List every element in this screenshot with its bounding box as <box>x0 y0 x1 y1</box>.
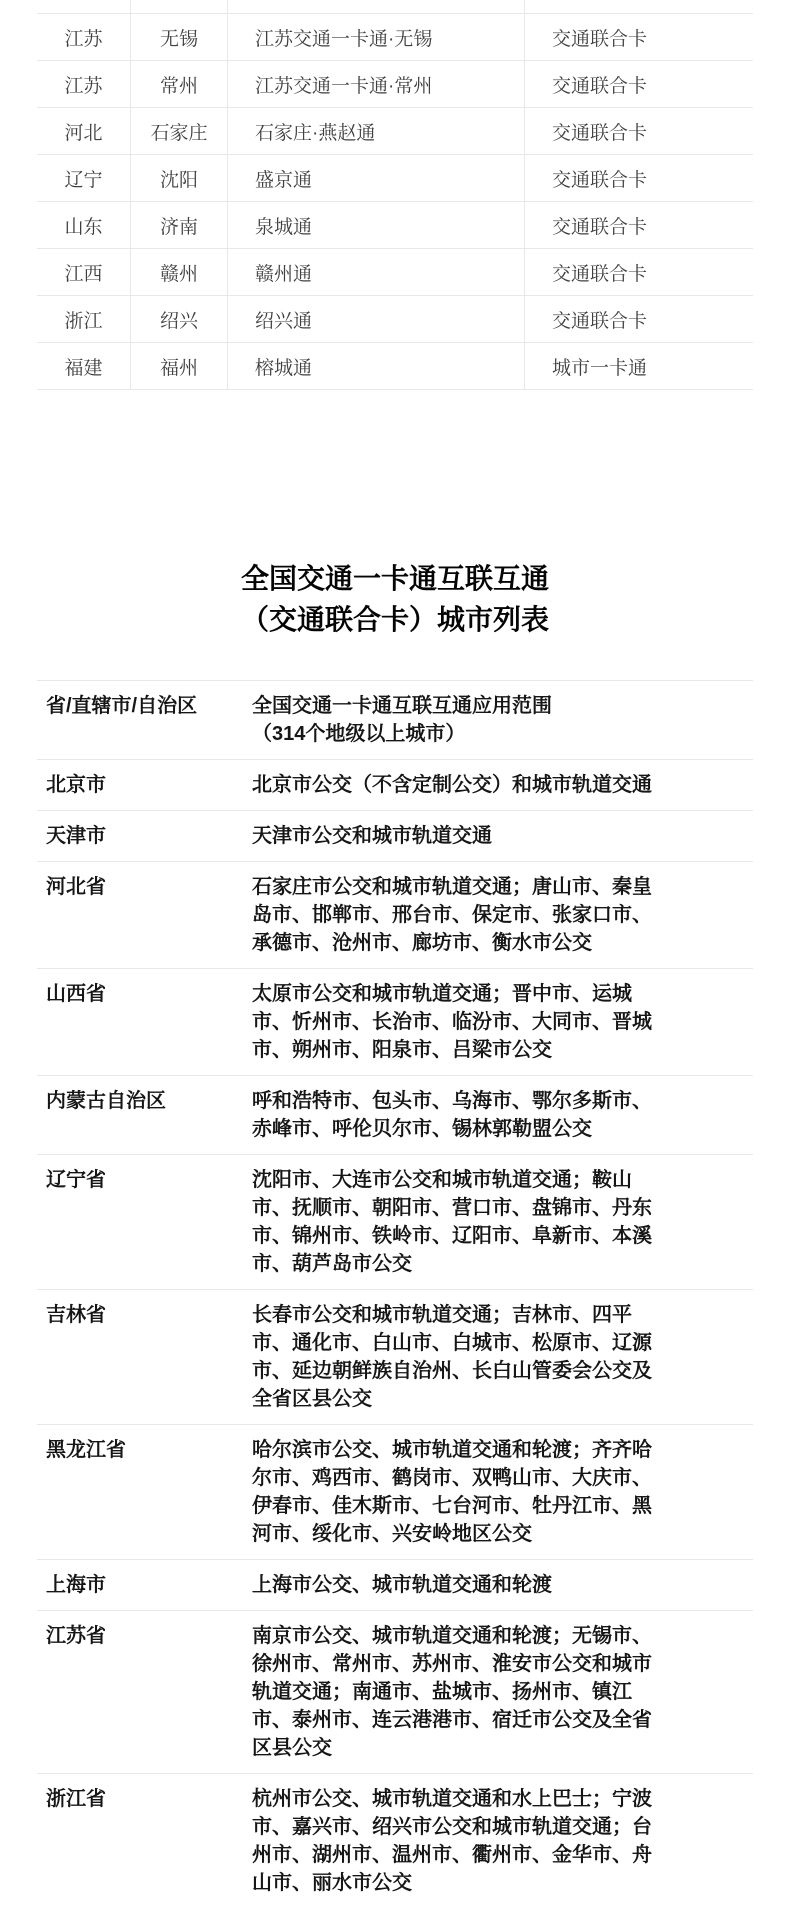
card-row-province: 江西 <box>37 249 131 296</box>
card-row-province: 江苏 <box>37 61 131 108</box>
card-row-city: 济南 <box>131 202 228 249</box>
card-row-province: 江苏 <box>37 14 131 61</box>
city-list-row <box>37 811 753 862</box>
city-list-row <box>37 760 753 811</box>
city-list-row-region: 吉林省 <box>37 1290 233 1425</box>
card-row-card-name: 盛京通 <box>228 155 525 202</box>
clipped-cell <box>228 0 525 14</box>
city-list-row-scope: 哈尔滨市公交、城市轨道交通和轮渡；齐齐哈尔市、鸡西市、鹤岗市、双鸭山市、大庆市、伊春市、佳木斯市、七台河市、牡丹江市、黑河市、绥化市、兴安岭地区公交 <box>233 1425 753 1560</box>
city-list-row-region: 天津市 <box>37 811 233 862</box>
card-row-city: 赣州 <box>131 249 228 296</box>
card-row-province: 浙江 <box>37 296 131 343</box>
city-list-row-region: 北京市 <box>37 760 233 811</box>
card-table-row <box>37 61 753 108</box>
card-row-city: 绍兴 <box>131 296 228 343</box>
card-row-card-type: 交通联合卡 <box>525 108 754 155</box>
city-list-row-scope: 杭州市公交、城市轨道交通和水上巴士；宁波市、嘉兴市、绍兴市公交和城市轨道交通；台州市、湖州市、温州市、衢州市、金华市、舟山市、丽水市公交 <box>233 1774 753 1908</box>
city-list-row <box>37 862 753 969</box>
city-list-header-scope-line1: 全国交通一卡通互联互通应用范围 <box>252 692 667 720</box>
city-list-header-scope-line2: （314个地级以上城市） <box>252 720 667 748</box>
card-row-city: 石家庄 <box>131 108 228 155</box>
city-list-row-region: 辽宁省 <box>37 1155 233 1290</box>
card-row-card-name: 赣州通 <box>228 249 525 296</box>
card-row-card-name: 榕城通 <box>228 343 525 390</box>
city-list-row-scope: 长春市公交和城市轨道交通；吉林市、四平市、通化市、白山市、白城市、松原市、辽源市、延边朝鲜族自治州、长白山管委会公交及全省区县公交 <box>233 1290 753 1425</box>
city-list-row <box>37 969 753 1076</box>
card-table-row <box>37 155 753 202</box>
city-list-row <box>37 1560 753 1611</box>
city-list-row-region: 浙江省 <box>37 1774 233 1908</box>
clipped-cell <box>525 0 754 14</box>
city-list-row <box>37 1774 753 1908</box>
card-row-card-type: 交通联合卡 <box>525 296 754 343</box>
card-row-card-name: 绍兴通 <box>228 296 525 343</box>
city-list-header-scope <box>233 681 753 760</box>
city-list-row-scope: 太原市公交和城市轨道交通；晋中市、运城市、忻州市、长治市、临汾市、大同市、晋城市、朔州市、阳泉市、吕梁市公交 <box>233 969 753 1076</box>
card-row-city: 沈阳 <box>131 155 228 202</box>
card-row-city: 常州 <box>131 61 228 108</box>
city-list-row <box>37 1155 753 1290</box>
card-table-row <box>37 296 753 343</box>
table-row-clipped <box>37 0 753 14</box>
card-row-card-type: 交通联合卡 <box>525 249 754 296</box>
card-table-row <box>37 249 753 296</box>
city-list-row-scope: 天津市公交和城市轨道交通 <box>233 811 753 862</box>
city-list-row-scope: 南京市公交、城市轨道交通和轮渡；无锡市、徐州市、常州市、苏州市、淮安市公交和城市轨道交通；南通市、盐城市、扬州市、镇江市、泰州市、连云港港市、宿迁市公交及全省区县公交 <box>233 1611 753 1774</box>
card-row-card-type: 交通联合卡 <box>525 202 754 249</box>
card-table-row <box>37 202 753 249</box>
city-list-row-scope: 北京市公交（不含定制公交）和城市轨道交通 <box>233 760 753 811</box>
card-row-card-name: 泉城通 <box>228 202 525 249</box>
card-table-row <box>37 14 753 61</box>
card-table-row <box>37 108 753 155</box>
page-title <box>37 558 753 640</box>
city-list-row <box>37 1076 753 1155</box>
city-list-row-scope: 呼和浩特市、包头市、乌海市、鄂尔多斯市、赤峰市、呼伦贝尔市、锡林郭勒盟公交 <box>233 1076 753 1155</box>
city-list-row-scope: 沈阳市、大连市公交和城市轨道交通；鞍山市、抚顺市、朝阳市、营口市、盘锦市、丹东市、锦州市、铁岭市、辽阳市、阜新市、本溪市、葫芦岛市公交 <box>233 1155 753 1290</box>
city-list-header-row <box>37 681 753 760</box>
clipped-cell <box>131 0 228 14</box>
card-row-province: 河北 <box>37 108 131 155</box>
card-row-province: 辽宁 <box>37 155 131 202</box>
city-list-row-scope: 石家庄市公交和城市轨道交通；唐山市、秦皇岛市、邯郸市、邢台市、保定市、张家口市、承德市、沧州市、廊坊市、衡水市公交 <box>233 862 753 969</box>
city-list-row <box>37 1611 753 1774</box>
card-row-card-type: 交通联合卡 <box>525 14 754 61</box>
card-row-city: 无锡 <box>131 14 228 61</box>
card-row-city: 福州 <box>131 343 228 390</box>
city-list-row <box>37 1425 753 1560</box>
city-list-row-region: 江苏省 <box>37 1611 233 1774</box>
city-list-row-region: 山西省 <box>37 969 233 1076</box>
clipped-cell <box>37 0 131 14</box>
card-row-province: 福建 <box>37 343 131 390</box>
card-table-body <box>37 0 753 390</box>
card-row-card-type: 交通联合卡 <box>525 155 754 202</box>
city-list-table <box>37 680 753 1908</box>
city-list-row <box>37 1290 753 1425</box>
city-list-row-region: 上海市 <box>37 1560 233 1611</box>
card-row-card-type: 城市一卡通 <box>525 343 754 390</box>
city-list-row-scope: 上海市公交、城市轨道交通和轮渡 <box>233 1560 753 1611</box>
card-row-card-type: 交通联合卡 <box>525 61 754 108</box>
city-list-row-region: 内蒙古自治区 <box>37 1076 233 1155</box>
city-list-row-region: 黑龙江省 <box>37 1425 233 1560</box>
card-table-row <box>37 343 753 390</box>
city-list-row-region: 河北省 <box>37 862 233 969</box>
city-list-header-region: 省/直辖市/自治区 <box>37 681 233 760</box>
card-row-card-name: 江苏交通一卡通·常州 <box>228 61 525 108</box>
city-list-table-body <box>37 681 753 1908</box>
card-table <box>37 0 753 390</box>
card-row-province: 山东 <box>37 202 131 249</box>
page-title-line2: （交通联合卡）城市列表 <box>37 599 753 640</box>
card-row-card-name: 江苏交通一卡通·无锡 <box>228 14 525 61</box>
page-content <box>37 0 753 1908</box>
page-title-line1: 全国交通一卡通互联互通 <box>37 558 753 599</box>
card-row-card-name: 石家庄·燕赵通 <box>228 108 525 155</box>
